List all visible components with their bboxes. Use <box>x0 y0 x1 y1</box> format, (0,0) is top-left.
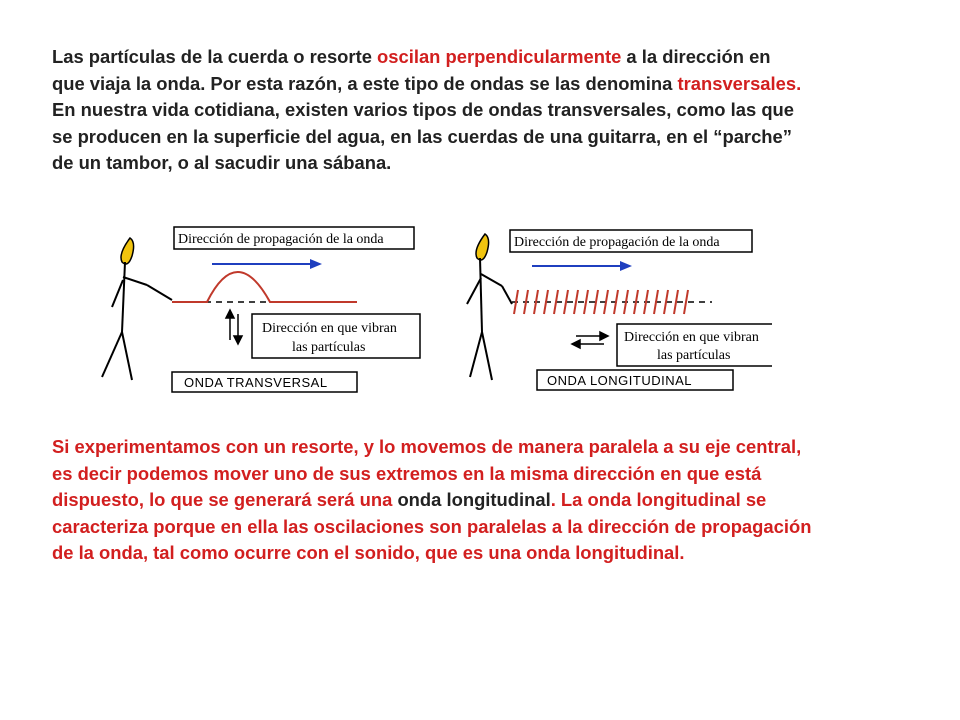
caption-left: ONDA TRANSVERSAL <box>184 375 328 390</box>
vibration-label-left-1: Dirección en que vibran <box>262 321 397 336</box>
caption-right: ONDA LONGITUDINAL <box>547 373 693 388</box>
vibration-label-right-2: las partículas <box>657 348 731 363</box>
paragraph1-line1: Las partículas de la cuerda o resorte oscilan perpendicularmente a la dirección en <box>52 46 771 67</box>
propagation-arrow-right <box>532 261 632 271</box>
longitudinal-panel <box>467 230 772 390</box>
horizontal-vibration-arrows <box>572 332 608 348</box>
vertical-vibration-arrows <box>226 310 242 344</box>
propagation-label-left: Dirección de propagación de la onda <box>178 232 384 247</box>
paragraph2-line5: de la onda, tal como ocurre con el sonido, que es una onda longitudinal. <box>52 542 685 563</box>
highlight-oscilan: oscilan perpendicularmente <box>377 46 622 67</box>
longitudinal-paragraph <box>52 434 912 567</box>
transverse-panel <box>102 227 420 392</box>
paragraph2-line2: es decir podemos mover uno de sus extremos en la misma dirección en que está <box>52 462 762 484</box>
highlight-onda-longitudinal: onda longitudinal <box>397 489 551 510</box>
paragraph1-line5: de un tambor, o al sacudir una sábana. <box>52 152 392 173</box>
stick-figure-right <box>467 234 512 380</box>
paragraph2-line4: caracteriza porque en ella las oscilaciones son paralelas a la dirección de propagación <box>52 515 812 537</box>
vibration-label-left-2: las partículas <box>292 340 366 355</box>
transverse-paragraph <box>52 44 912 177</box>
transverse-pulse <box>172 272 357 302</box>
paragraph1-line4: se producen en la superficie del agua, en las cuerdas de una guitarra, en el “parche” <box>52 125 792 147</box>
paragraph2-line3: dispuesto, lo que se generará será una onda longitudinal. La onda longitudinal se <box>52 489 767 510</box>
vibration-label-right-1: Dirección en que vibran <box>624 330 759 345</box>
stick-figure-left <box>102 238 172 380</box>
propagation-arrow-left <box>212 259 322 269</box>
paragraph1-line3: En nuestra vida cotidiana, existen varios tipos de ondas transversales, como las que <box>52 99 795 120</box>
propagation-label-right: Dirección de propagación de la onda <box>514 235 720 250</box>
paragraph2-line1: Si experimentamos con un resorte, y lo movemos de manera paralela a su eje central, <box>52 436 802 457</box>
wave-diagram <box>92 222 772 397</box>
highlight-transversales: transversales. <box>677 72 802 94</box>
paragraph1-line2: que viaja la onda. Por esta razón, a este tipo de ondas se las denomina transversales. <box>52 72 802 94</box>
